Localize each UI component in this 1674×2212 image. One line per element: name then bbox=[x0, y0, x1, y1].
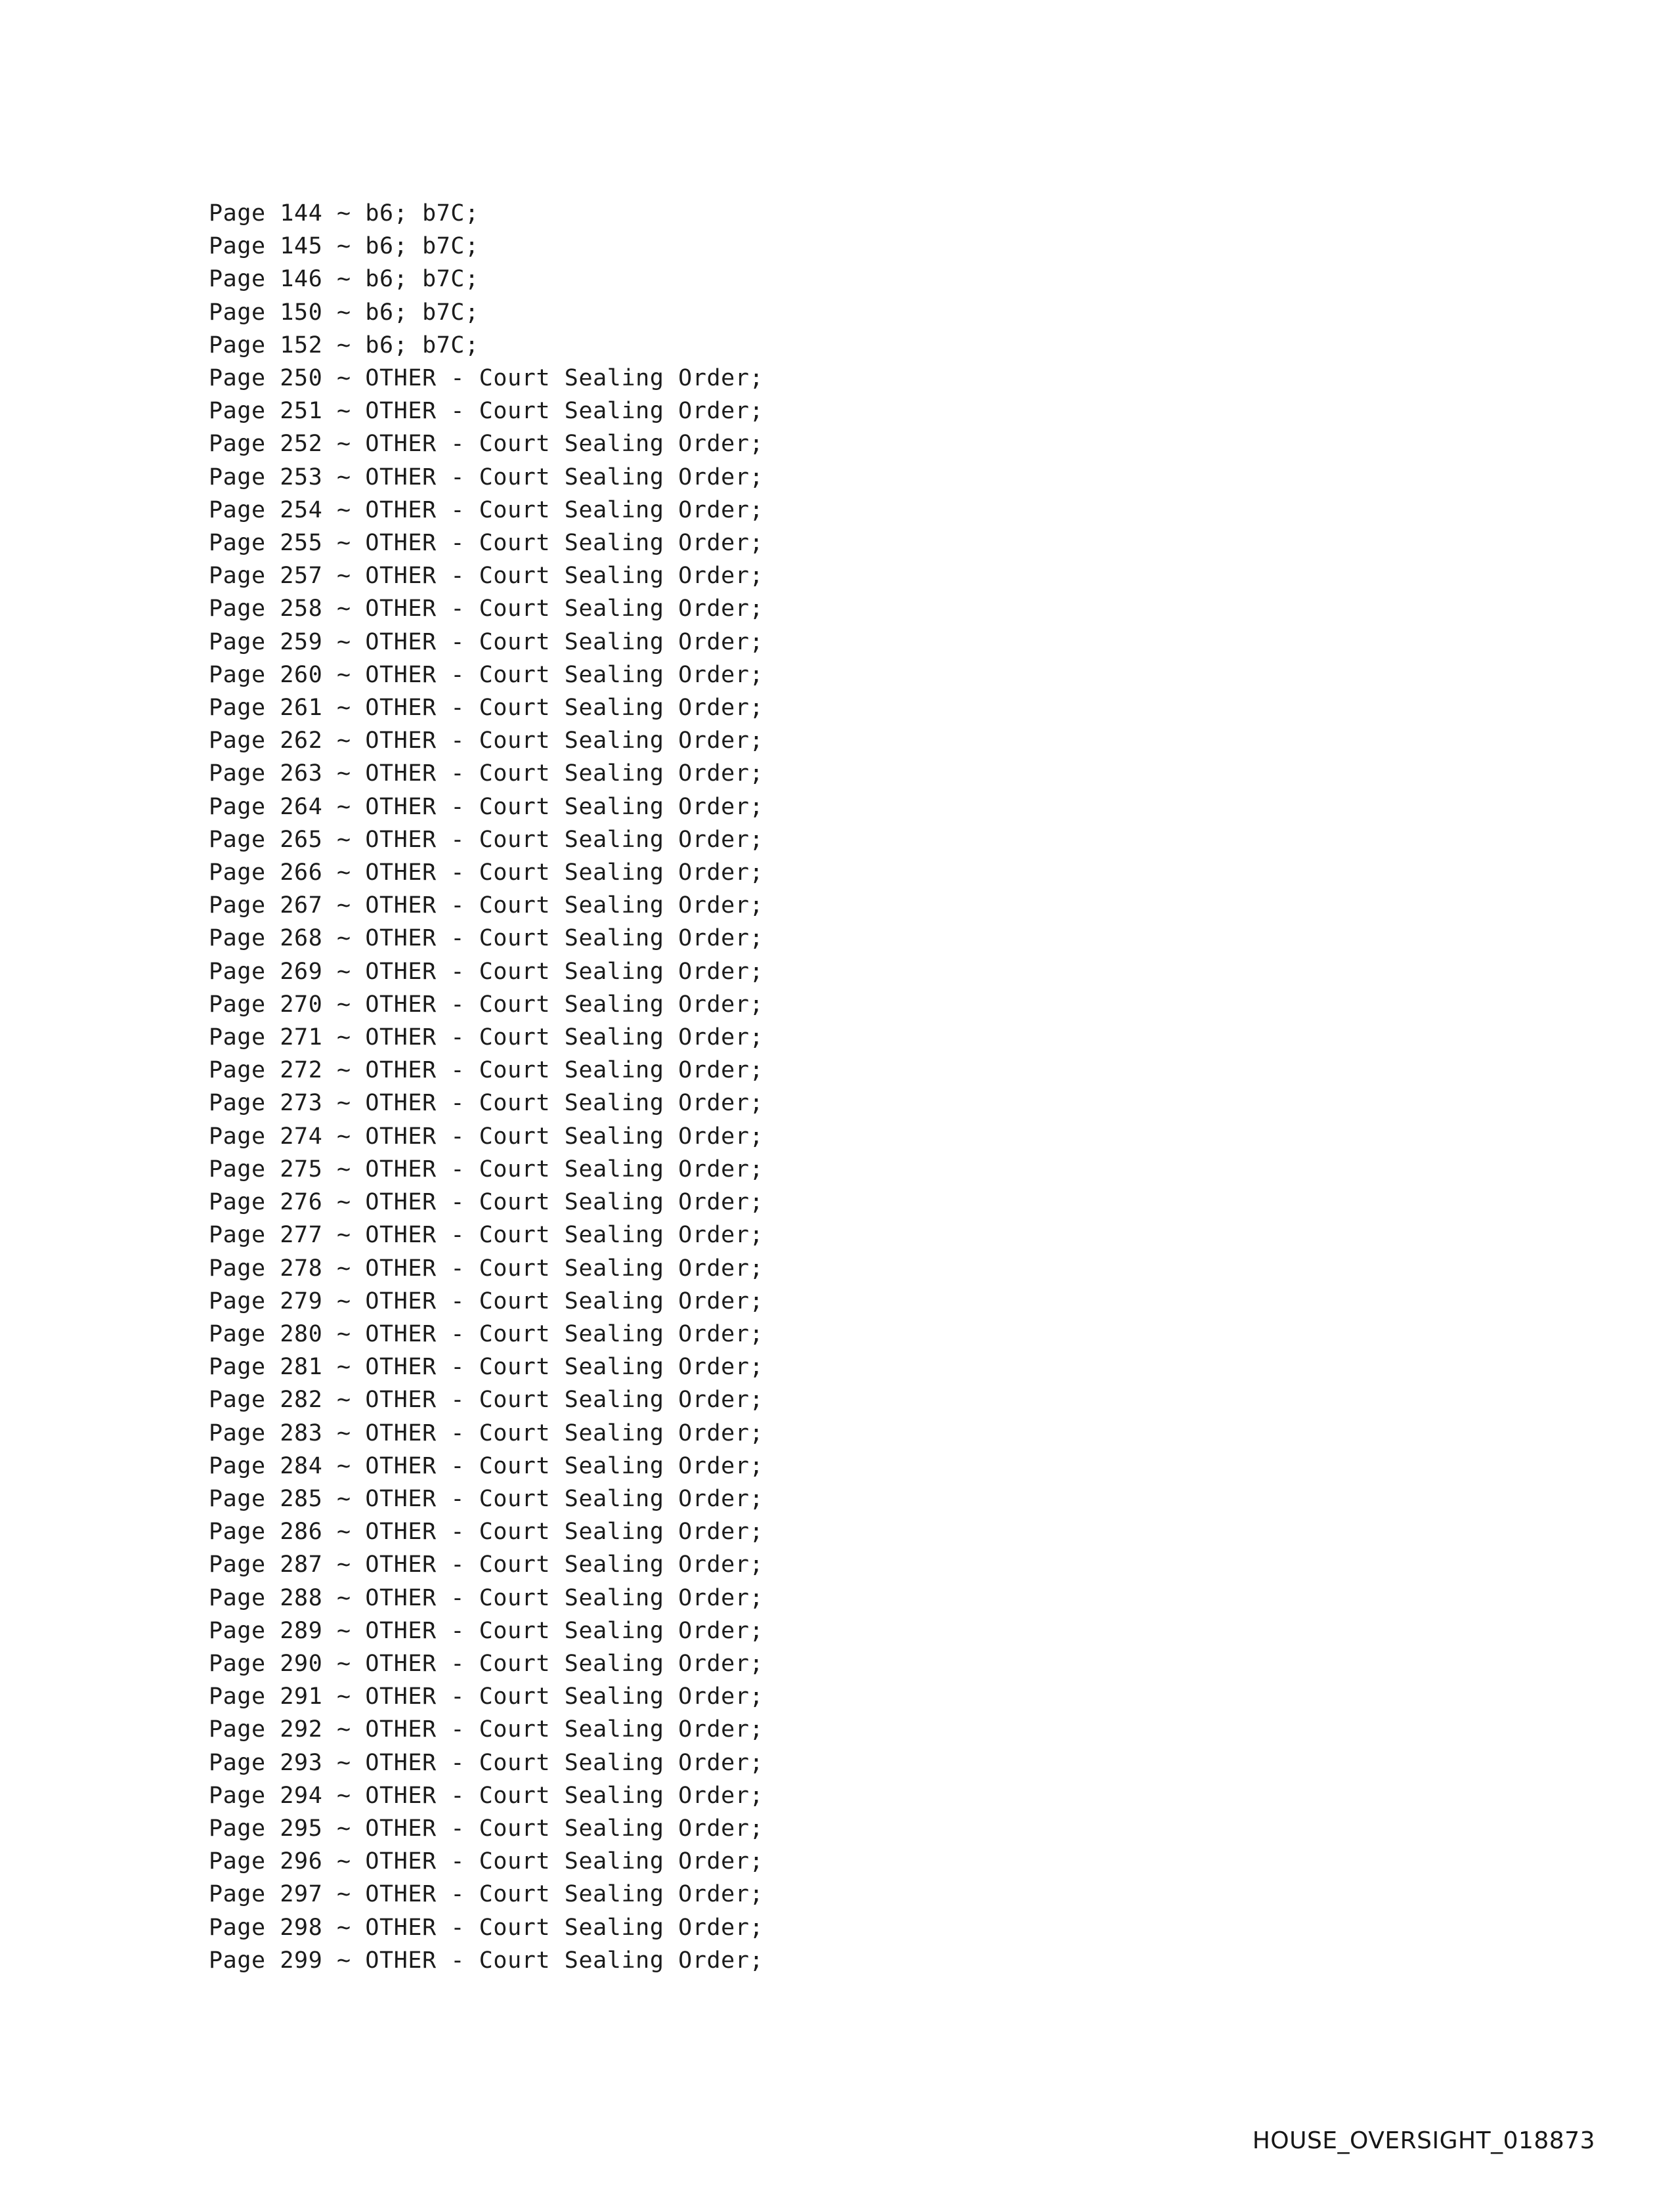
list-item: Page 291 ~ OTHER - Court Sealing Order; bbox=[209, 1683, 764, 1710]
list-item: Page 152 ~ b6; b7C; bbox=[209, 332, 479, 358]
list-item: Page 144 ~ b6; b7C; bbox=[209, 200, 479, 227]
list-item: Page 258 ~ OTHER - Court Sealing Order; bbox=[209, 596, 764, 622]
list-item: Page 273 ~ OTHER - Court Sealing Order; bbox=[209, 1090, 764, 1117]
list-item: Page 290 ~ OTHER - Court Sealing Order; bbox=[209, 1650, 764, 1677]
list-item: Page 271 ~ OTHER - Court Sealing Order; bbox=[209, 1024, 764, 1051]
list-item: Page 259 ~ OTHER - Court Sealing Order; bbox=[209, 628, 764, 655]
list-item: Page 278 ~ OTHER - Court Sealing Order; bbox=[209, 1255, 764, 1282]
list-item: Page 293 ~ OTHER - Court Sealing Order; bbox=[209, 1749, 764, 1776]
list-item: Page 250 ~ OTHER - Court Sealing Order; bbox=[209, 365, 764, 392]
list-item: Page 289 ~ OTHER - Court Sealing Order; bbox=[209, 1617, 764, 1644]
list-item: Page 257 ~ OTHER - Court Sealing Order; bbox=[209, 563, 764, 590]
list-item: Page 255 ~ OTHER - Court Sealing Order; bbox=[209, 530, 764, 557]
list-item: Page 299 ~ OTHER - Court Sealing Order; bbox=[209, 1947, 764, 1974]
deleted-page-information-sheet-list bbox=[209, 197, 1390, 1977]
list-item: Page 270 ~ OTHER - Court Sealing Order; bbox=[209, 991, 764, 1018]
list-item: Page 294 ~ OTHER - Court Sealing Order; bbox=[209, 1782, 764, 1809]
list-item: Page 265 ~ OTHER - Court Sealing Order; bbox=[209, 826, 764, 853]
list-item: Page 274 ~ OTHER - Court Sealing Order; bbox=[209, 1123, 764, 1150]
list-item: Page 286 ~ OTHER - Court Sealing Order; bbox=[209, 1519, 764, 1546]
list-item: Page 254 ~ OTHER - Court Sealing Order; bbox=[209, 496, 764, 523]
list-item: Page 280 ~ OTHER - Court Sealing Order; bbox=[209, 1320, 764, 1347]
list-item: Page 267 ~ OTHER - Court Sealing Order; bbox=[209, 892, 764, 919]
list-item: Page 298 ~ OTHER - Court Sealing Order; bbox=[209, 1914, 764, 1941]
list-item: Page 268 ~ OTHER - Court Sealing Order; bbox=[209, 925, 764, 952]
list-item: Page 253 ~ OTHER - Court Sealing Order; bbox=[209, 464, 764, 490]
list-item: Page 260 ~ OTHER - Court Sealing Order; bbox=[209, 661, 764, 688]
list-item: Page 295 ~ OTHER - Court Sealing Order; bbox=[209, 1815, 764, 1842]
list-item: Page 297 ~ OTHER - Court Sealing Order; bbox=[209, 1881, 764, 1908]
list-item: Page 285 ~ OTHER - Court Sealing Order; bbox=[209, 1485, 764, 1512]
list-item: Page 261 ~ OTHER - Court Sealing Order; bbox=[209, 695, 764, 722]
list-item: Page 288 ~ OTHER - Court Sealing Order; bbox=[209, 1584, 764, 1611]
list-item: Page 282 ~ OTHER - Court Sealing Order; bbox=[209, 1387, 764, 1414]
list-item: Page 266 ~ OTHER - Court Sealing Order; bbox=[209, 859, 764, 886]
list-item: Page 272 ~ OTHER - Court Sealing Order; bbox=[209, 1057, 764, 1084]
list-item: Page 145 ~ b6; b7C; bbox=[209, 233, 479, 260]
list-item: Page 283 ~ OTHER - Court Sealing Order; bbox=[209, 1420, 764, 1446]
bates-stamp: HOUSE_OVERSIGHT_018873 bbox=[1252, 2127, 1595, 2154]
list-item: Page 262 ~ OTHER - Court Sealing Order; bbox=[209, 727, 764, 754]
list-item: Page 146 ~ b6; b7C; bbox=[209, 266, 479, 293]
list-item: Page 269 ~ OTHER - Court Sealing Order; bbox=[209, 958, 764, 985]
list-item: Page 277 ~ OTHER - Court Sealing Order; bbox=[209, 1222, 764, 1249]
list-item: Page 284 ~ OTHER - Court Sealing Order; bbox=[209, 1452, 764, 1479]
list-item: Page 279 ~ OTHER - Court Sealing Order; bbox=[209, 1288, 764, 1314]
list-item: Page 263 ~ OTHER - Court Sealing Order; bbox=[209, 760, 764, 787]
list-item: Page 281 ~ OTHER - Court Sealing Order; bbox=[209, 1354, 764, 1381]
list-item: Page 275 ~ OTHER - Court Sealing Order; bbox=[209, 1156, 764, 1182]
list-item: Page 287 ~ OTHER - Court Sealing Order; bbox=[209, 1551, 764, 1578]
list-item: Page 292 ~ OTHER - Court Sealing Order; bbox=[209, 1716, 764, 1743]
list-item: Page 276 ~ OTHER - Court Sealing Order; bbox=[209, 1189, 764, 1216]
list-item: Page 252 ~ OTHER - Court Sealing Order; bbox=[209, 431, 764, 458]
list-item: Page 251 ~ OTHER - Court Sealing Order; bbox=[209, 398, 764, 425]
list-item: Page 264 ~ OTHER - Court Sealing Order; bbox=[209, 793, 764, 820]
list-item: Page 296 ~ OTHER - Court Sealing Order; bbox=[209, 1848, 764, 1875]
list-item: Page 150 ~ b6; b7C; bbox=[209, 299, 479, 326]
